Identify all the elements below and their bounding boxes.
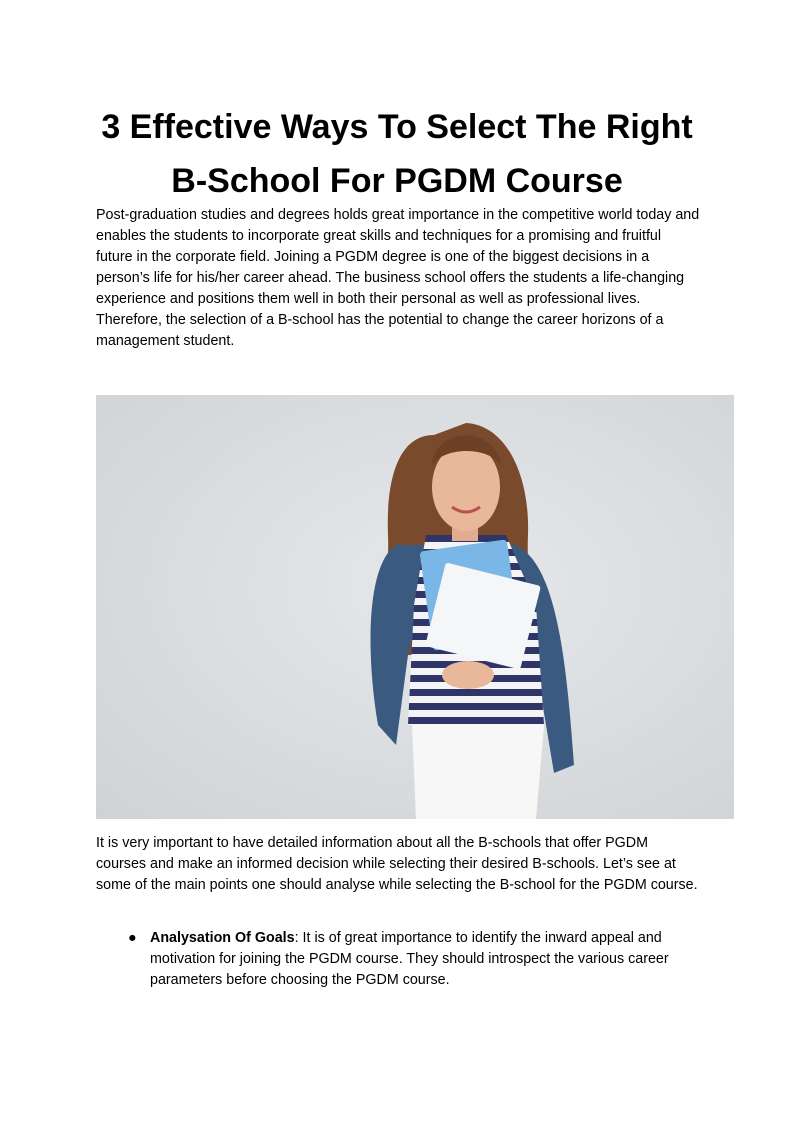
intro-paragraph: Post-graduation studies and degrees holds great importance in the competitive world today and enables the students to incorporate great skills and techniques for a promising and fruitful future in the corporate field. Joining a PGDM degree is one of the biggest decisions in a person’s life for his/her career ahead. The business school offers the students a life-changing experience and positions them well in both their personal as well as professional lives. Therefore, the selection of a B-school has the potential to change the career horizons of a management student.: [96, 207, 700, 349]
body-paragraph: It is very important to have detailed information about all the B-schools that offer PGDM courses and make an informed decision while selecting their desired B-schools. Let’s see at some of the main points one should analyse while selecting the B-school for the PGDM course.: [96, 835, 698, 893]
student-photo: [96, 395, 734, 819]
list-item: [128, 928, 706, 991]
bullet-text: : It is of great importance to identify the inward appeal and motivation for joining the PGDM course. They should introspect the various career parameters before choosing the PGDM course.: [150, 930, 669, 988]
points-list: [128, 928, 706, 991]
article-title: 3 Effective Ways To Select The Right B-School For PGDM Course: [101, 108, 693, 200]
bullet-heading: Analysation Of Goals: [150, 930, 295, 946]
bullet-marker: ●: [128, 930, 137, 946]
